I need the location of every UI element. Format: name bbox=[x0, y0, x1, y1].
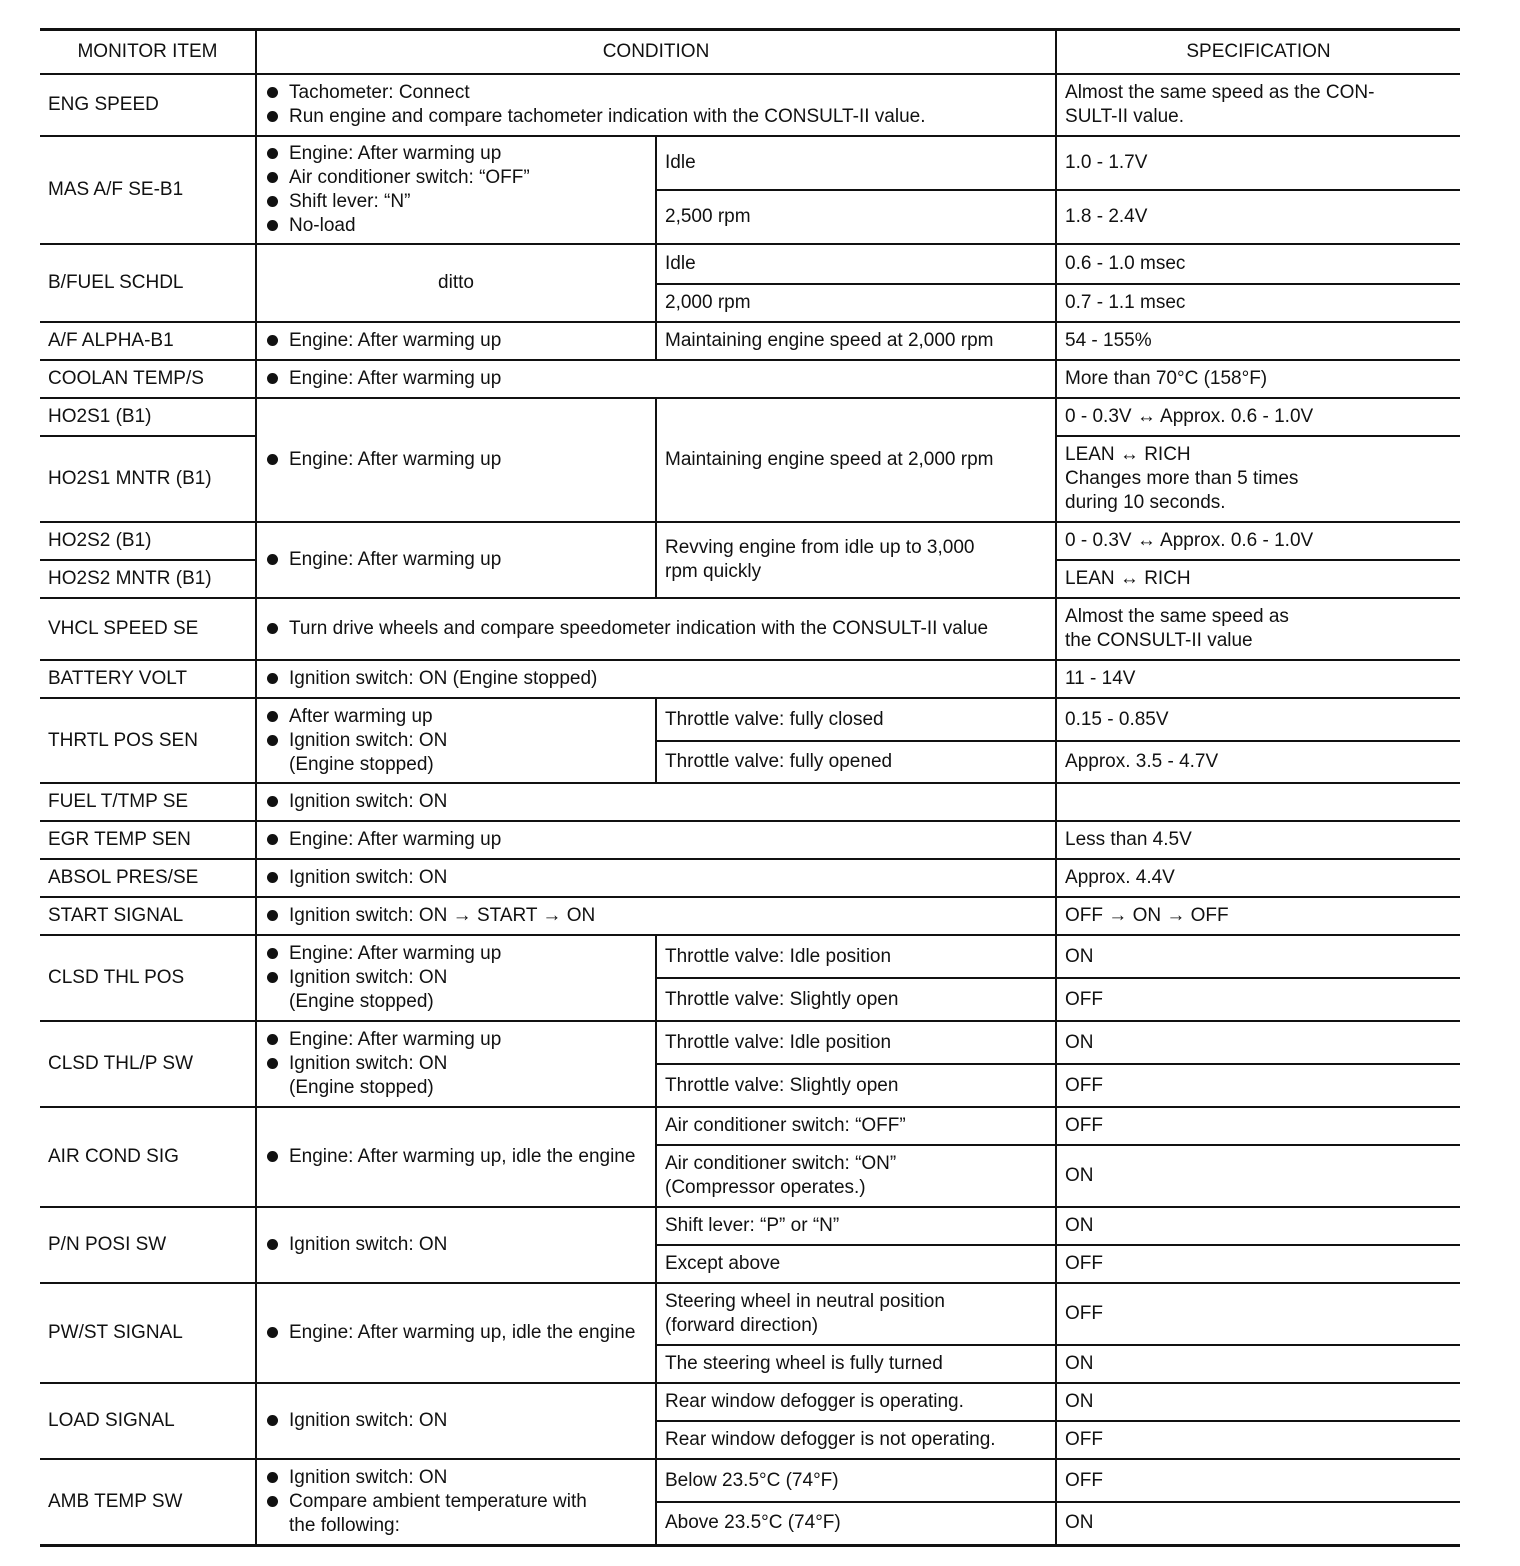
table-row bbox=[40, 244, 1460, 284]
specification-cell: 0 - 0.3V ↔ Approx. 0.6 - 1.0V bbox=[1056, 522, 1460, 560]
specification-cell: 54 - 155% bbox=[1056, 322, 1460, 360]
monitor-item: P/N POSI SW bbox=[40, 1207, 256, 1283]
sub-condition-cell: The steering wheel is fully turned bbox=[656, 1345, 1056, 1383]
specification-cell: ON bbox=[1056, 935, 1460, 978]
monitor-item: HO2S1 MNTR (B1) bbox=[40, 436, 256, 522]
specification-cell: OFF → ON → OFF bbox=[1056, 897, 1460, 935]
sub-condition-cell: Below 23.5°C (74°F) bbox=[656, 1459, 1056, 1502]
condition-bullet: After warming up bbox=[265, 705, 647, 729]
condition-bullet: Engine: After warming up bbox=[265, 329, 647, 353]
table-row bbox=[40, 660, 1460, 698]
specification-cell: OFF bbox=[1056, 1245, 1460, 1283]
sub-condition-cell: Idle bbox=[656, 136, 1056, 190]
sub-condition-cell: Except above bbox=[656, 1245, 1056, 1283]
condition-bullet: Ignition switch: ON bbox=[265, 1409, 647, 1433]
condition-list bbox=[265, 142, 647, 238]
condition-bullet: Engine: After warming up bbox=[265, 448, 647, 472]
header-monitor-item: MONITOR ITEM bbox=[40, 30, 256, 75]
sub-condition-cell: Revving engine from idle up to 3,000 rpm quickly bbox=[656, 522, 1056, 598]
condition-bullet: Ignition switch: ON (Engine stopped) bbox=[265, 966, 647, 1014]
monitor-item: COOLAN TEMP/S bbox=[40, 360, 256, 398]
condition-cell bbox=[256, 1459, 656, 1545]
condition-bullet: Run engine and compare tachometer indication with the CONSULT-II value. bbox=[265, 105, 1047, 129]
table-row bbox=[40, 897, 1460, 935]
monitor-item: AMB TEMP SW bbox=[40, 1459, 256, 1545]
condition-bullet: Engine: After warming up bbox=[265, 548, 647, 572]
sub-condition-cell: Air conditioner switch: “ON” (Compressor operates.) bbox=[656, 1145, 1056, 1207]
condition-cell bbox=[256, 660, 1056, 698]
condition-bullet: Engine: After warming up, idle the engine bbox=[265, 1145, 647, 1169]
specification-cell: 1.0 - 1.7V bbox=[1056, 136, 1460, 190]
table-row bbox=[40, 136, 1460, 190]
condition-bullet: Air conditioner switch: “OFF” bbox=[265, 166, 647, 190]
table-row bbox=[40, 1459, 1460, 1502]
specification-cell: ON bbox=[1056, 1021, 1460, 1064]
specification-cell: 0 - 0.3V ↔ Approx. 0.6 - 1.0V bbox=[1056, 398, 1460, 436]
condition-cell bbox=[256, 698, 656, 783]
table-row bbox=[40, 598, 1460, 660]
monitor-item: LOAD SIGNAL bbox=[40, 1383, 256, 1459]
table-row bbox=[40, 1207, 1460, 1245]
sub-condition-cell: Steering wheel in neutral position (forward direction) bbox=[656, 1283, 1056, 1345]
sub-condition-cell: Throttle valve: Idle position bbox=[656, 1021, 1056, 1064]
condition-bullet: Engine: After warming up bbox=[265, 1028, 647, 1052]
specification-cell: ON bbox=[1056, 1502, 1460, 1545]
specification-cell: ON bbox=[1056, 1345, 1460, 1383]
condition-list bbox=[265, 81, 1047, 129]
condition-bullet: Compare ambient temperature with the following: bbox=[265, 1490, 647, 1538]
sub-condition-cell: Maintaining engine speed at 2,000 rpm bbox=[656, 398, 1056, 522]
condition-bullet: Engine: After warming up bbox=[265, 942, 647, 966]
condition-cell bbox=[256, 322, 656, 360]
table-row bbox=[40, 783, 1460, 821]
condition-cell bbox=[256, 1283, 656, 1383]
monitor-item: HO2S2 (B1) bbox=[40, 522, 256, 560]
specification-cell: Almost the same speed as the CON- SULT-II value. bbox=[1056, 74, 1460, 136]
sub-condition-cell: Idle bbox=[656, 244, 1056, 284]
monitor-item: MAS A/F SE-B1 bbox=[40, 136, 256, 244]
sub-condition-cell: Rear window defogger is not operating. bbox=[656, 1421, 1056, 1459]
table-row bbox=[40, 698, 1460, 741]
monitor-item: ABSOL PRES/SE bbox=[40, 859, 256, 897]
sub-condition-cell: 2,000 rpm bbox=[656, 284, 1056, 322]
monitor-item: EGR TEMP SEN bbox=[40, 821, 256, 859]
header-condition: CONDITION bbox=[256, 30, 1056, 75]
condition-bullet: Engine: After warming up, idle the engine bbox=[265, 1321, 647, 1345]
sub-condition-cell: Air conditioner switch: “OFF” bbox=[656, 1107, 1056, 1145]
condition-bullet: Engine: After warming up bbox=[265, 828, 1047, 852]
condition-cell bbox=[256, 74, 1056, 136]
monitor-item: START SIGNAL bbox=[40, 897, 256, 935]
monitor-item: CLSD THL POS bbox=[40, 935, 256, 1021]
table-row bbox=[40, 935, 1460, 978]
sub-condition-cell: Throttle valve: fully closed bbox=[656, 698, 1056, 741]
specification-cell: 0.6 - 1.0 msec bbox=[1056, 244, 1460, 284]
specification-cell: OFF bbox=[1056, 1283, 1460, 1345]
condition-cell bbox=[256, 1207, 656, 1283]
header-specification: SPECIFICATION bbox=[1056, 30, 1460, 75]
specification-cell: ON bbox=[1056, 1145, 1460, 1207]
condition-bullet: No-load bbox=[265, 214, 647, 238]
table-row bbox=[40, 360, 1460, 398]
condition-cell bbox=[256, 136, 656, 244]
sub-condition-cell: Throttle valve: fully opened bbox=[656, 741, 1056, 783]
condition-bullet: Ignition switch: ON (Engine stopped) bbox=[265, 729, 647, 777]
table-row bbox=[40, 398, 1460, 436]
specification-cell: Approx. 3.5 - 4.7V bbox=[1056, 741, 1460, 783]
sub-condition-cell: Throttle valve: Slightly open bbox=[656, 978, 1056, 1021]
specification-cell: 11 - 14V bbox=[1056, 660, 1460, 698]
monitor-item: PW/ST SIGNAL bbox=[40, 1283, 256, 1383]
monitor-item: HO2S1 (B1) bbox=[40, 398, 256, 436]
monitor-item: BATTERY VOLT bbox=[40, 660, 256, 698]
specification-cell: OFF bbox=[1056, 1064, 1460, 1107]
table-row bbox=[40, 322, 1460, 360]
table-row bbox=[40, 522, 1460, 560]
monitor-item: HO2S2 MNTR (B1) bbox=[40, 560, 256, 598]
monitor-item: A/F ALPHA-B1 bbox=[40, 322, 256, 360]
condition-cell bbox=[256, 859, 1056, 897]
condition-cell bbox=[256, 935, 656, 1021]
sub-condition-cell: Rear window defogger is operating. bbox=[656, 1383, 1056, 1421]
specification-cell: Approx. 4.4V bbox=[1056, 859, 1460, 897]
condition-ditto: ditto bbox=[256, 244, 656, 322]
monitor-item: CLSD THL/P SW bbox=[40, 1021, 256, 1107]
condition-bullet: Shift lever: “N” bbox=[265, 190, 647, 214]
condition-bullet: Ignition switch: ON (Engine stopped) bbox=[265, 667, 1047, 691]
monitor-item: AIR COND SIG bbox=[40, 1107, 256, 1207]
table-row bbox=[40, 74, 1460, 136]
condition-bullet: Tachometer: Connect bbox=[265, 81, 1047, 105]
sub-condition-cell: 2,500 rpm bbox=[656, 190, 1056, 244]
sub-condition-cell: Maintaining engine speed at 2,000 rpm bbox=[656, 322, 1056, 360]
specification-cell: OFF bbox=[1056, 978, 1460, 1021]
condition-bullet: Ignition switch: ON bbox=[265, 1233, 647, 1257]
condition-cell bbox=[256, 1107, 656, 1207]
specification-cell: OFF bbox=[1056, 1107, 1460, 1145]
sub-condition-cell: Throttle valve: Slightly open bbox=[656, 1064, 1056, 1107]
table-row bbox=[40, 1383, 1460, 1421]
condition-cell bbox=[256, 1383, 656, 1459]
condition-bullet: Engine: After warming up bbox=[265, 367, 1047, 391]
condition-cell bbox=[256, 598, 1056, 660]
condition-cell bbox=[256, 398, 656, 522]
specification-cell: LEAN ↔ RICH bbox=[1056, 560, 1460, 598]
specification-cell: Almost the same speed as the CONSULT-II value bbox=[1056, 598, 1460, 660]
specification-cell: ON bbox=[1056, 1383, 1460, 1421]
condition-cell bbox=[256, 821, 1056, 859]
specification-cell: 1.8 - 2.4V bbox=[1056, 190, 1460, 244]
header-row bbox=[40, 30, 1460, 75]
table-row bbox=[40, 821, 1460, 859]
condition-bullet: Ignition switch: ON (Engine stopped) bbox=[265, 1052, 647, 1100]
specification-cell: Less than 4.5V bbox=[1056, 821, 1460, 859]
table-row bbox=[40, 859, 1460, 897]
monitor-item: THRTL POS SEN bbox=[40, 698, 256, 783]
condition-cell bbox=[256, 783, 1056, 821]
condition-bullet: Turn drive wheels and compare speedometer indication with the CONSULT-II value bbox=[265, 617, 1047, 641]
condition-cell bbox=[256, 897, 1056, 935]
table-row bbox=[40, 1283, 1460, 1345]
specification-cell bbox=[1056, 783, 1460, 821]
condition-bullet: Ignition switch: ON → START → ON bbox=[265, 904, 1047, 928]
condition-bullet: Engine: After warming up bbox=[265, 142, 647, 166]
monitor-item: FUEL T/TMP SE bbox=[40, 783, 256, 821]
specification-cell: LEAN ↔ RICH Changes more than 5 times during 10 seconds. bbox=[1056, 436, 1460, 522]
sub-condition-cell: Above 23.5°C (74°F) bbox=[656, 1502, 1056, 1545]
monitor-spec-table bbox=[40, 28, 1460, 1547]
specification-cell: 0.7 - 1.1 msec bbox=[1056, 284, 1460, 322]
condition-bullet: Ignition switch: ON bbox=[265, 866, 1047, 890]
monitor-item: VHCL SPEED SE bbox=[40, 598, 256, 660]
table-row bbox=[40, 1021, 1460, 1064]
specification-cell: ON bbox=[1056, 1207, 1460, 1245]
monitor-item: B/FUEL SCHDL bbox=[40, 244, 256, 322]
sub-condition-cell: Throttle valve: Idle position bbox=[656, 935, 1056, 978]
specification-cell: 0.15 - 0.85V bbox=[1056, 698, 1460, 741]
monitor-item: ENG SPEED bbox=[40, 74, 256, 136]
sub-condition-cell: Shift lever: “P” or “N” bbox=[656, 1207, 1056, 1245]
specification-cell: OFF bbox=[1056, 1421, 1460, 1459]
condition-cell bbox=[256, 1021, 656, 1107]
specification-cell: More than 70°C (158°F) bbox=[1056, 360, 1460, 398]
condition-cell bbox=[256, 522, 656, 598]
table-row bbox=[40, 1107, 1460, 1145]
condition-bullet: Ignition switch: ON bbox=[265, 790, 1047, 814]
specification-cell: OFF bbox=[1056, 1459, 1460, 1502]
condition-bullet: Ignition switch: ON bbox=[265, 1466, 647, 1490]
condition-cell bbox=[256, 360, 1056, 398]
